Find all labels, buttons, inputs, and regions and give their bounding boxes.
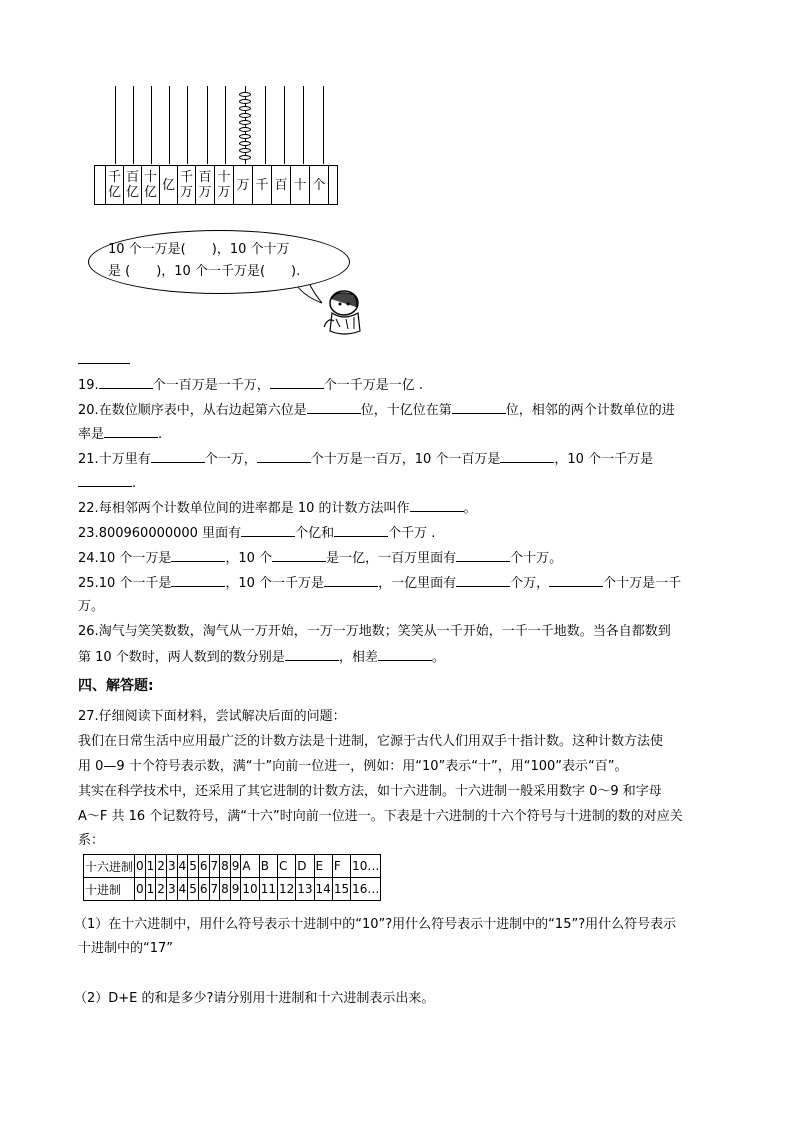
abacus-rod <box>225 86 226 164</box>
abacus-rod <box>207 86 208 164</box>
table-cell: 14 <box>314 878 332 901</box>
abacus-bead <box>239 113 251 118</box>
answer-blank[interactable] <box>452 401 506 414</box>
abacus-bead <box>239 92 251 97</box>
table-cell: 10… <box>351 855 381 878</box>
place-cell: 百万 <box>196 166 215 205</box>
question-23: 23.800960000000 里面有 个亿和 个千万 . <box>78 526 436 541</box>
place-cell: 十万 <box>215 166 234 205</box>
answer-blank[interactable] <box>410 499 464 512</box>
table-cell: 6 <box>198 855 209 878</box>
answer-blank[interactable] <box>324 574 378 587</box>
table-cell: 15 <box>332 878 350 901</box>
place-cell-empty <box>95 166 106 205</box>
table-cell: 2 <box>156 878 167 901</box>
question-21: 21.十万里有 个一万， 个十万是一百万，10 个一百万是 ，10 个一千万是 <box>78 452 654 467</box>
table-cell: 13 <box>296 878 314 901</box>
place-cell: 万 <box>234 166 253 205</box>
paragraph-line: 用 0—9 十个符号表示数，满“十”向前一位进一，例如：用“10”表示“十”，用“100”表示“百”。 <box>78 759 628 774</box>
table-cell: D <box>296 855 314 878</box>
question-25-cont: 万。 <box>78 599 105 614</box>
thinking-girl-illustration <box>318 287 368 337</box>
table-cell: 0 <box>135 878 146 901</box>
answer-blank[interactable] <box>99 376 153 389</box>
sub-question-2: （2）D+E 的和是多少?请分别用十进制和十六进制表示出来。 <box>74 991 435 1006</box>
answer-blank[interactable] <box>78 474 132 487</box>
abacus-bead <box>239 155 251 160</box>
question-20-cont: 率是 . <box>78 427 163 442</box>
answer-blank[interactable] <box>104 425 158 438</box>
abacus-rod <box>303 86 304 164</box>
place-value-table <box>94 165 338 205</box>
table-cell: C <box>277 855 295 878</box>
table-cell: 11 <box>259 878 277 901</box>
table-cell: E <box>314 855 332 878</box>
abacus-rod <box>265 86 266 164</box>
answer-blank[interactable] <box>456 549 510 562</box>
table-cell: F <box>332 855 350 878</box>
table-cell: 9 <box>230 878 241 901</box>
section-heading: 四、解答题: <box>78 678 154 694</box>
paragraph-line: A～F 共 16 个记数符号，满“十六”时向前一位进一。下表是十六进制的十六个符号与十进制的数的对应关 <box>78 809 683 824</box>
table-cell: 十进制 <box>84 878 135 901</box>
question-27-title: 27.仔细阅读下面材料，尝试解决后面的问题： <box>78 709 346 724</box>
table-cell: 16… <box>351 878 381 901</box>
table-cell: 4 <box>177 855 188 878</box>
place-cell: 亿 <box>160 166 178 205</box>
bubble-text-line2: 是 ( )，10 个一千万是( ). <box>108 264 301 279</box>
table-cell: B <box>259 855 277 878</box>
answer-blank[interactable] <box>171 574 225 587</box>
abacus-rod <box>284 86 285 164</box>
table-cell: 7 <box>209 855 220 878</box>
table-cell: 4 <box>177 878 188 901</box>
paragraph-line: 系： <box>78 833 105 848</box>
abacus-bead <box>239 148 251 153</box>
table-cell: 9 <box>230 855 241 878</box>
table-cell: 十六进制 <box>84 855 135 878</box>
abacus-rod <box>169 86 170 164</box>
answer-blank[interactable] <box>257 450 311 463</box>
abacus-rod <box>187 86 188 164</box>
question-25: 25.10 个一千是 ，10 个一千万是 ，一亿里面有 个万， 个十万是一千 <box>78 576 682 591</box>
place-cell: 千亿 <box>106 166 124 205</box>
separator-line <box>78 363 130 364</box>
table-cell: 2 <box>156 855 167 878</box>
question-26: 26.淘气与笑笑数数，淘气从一万开始，一万一万地数；笑笑从一千开始，一千一千地数。当各自都数到 <box>78 624 671 639</box>
table-cell: 12 <box>277 878 295 901</box>
place-cell: 十亿 <box>142 166 160 205</box>
table-cell: 7 <box>209 878 220 901</box>
place-cell-empty <box>329 166 338 205</box>
question-20: 20.在数位顺序表中，从右边起第六位是 位，十亿位在第 位，相邻的两个计数单位的进 <box>78 403 675 418</box>
table-cell: 3 <box>166 878 177 901</box>
table-cell: 6 <box>198 878 209 901</box>
abacus-bead <box>239 141 251 146</box>
abacus-rod <box>151 86 152 164</box>
question-22: 22.每相邻两个计数单位间的进率都是 10 的计数方法叫作 。 <box>78 501 477 516</box>
table-cell: 0 <box>135 855 146 878</box>
answer-blank[interactable] <box>285 648 339 661</box>
table-cell: 5 <box>188 855 199 878</box>
answer-blank[interactable] <box>171 549 225 562</box>
answer-blank[interactable] <box>549 574 603 587</box>
answer-blank[interactable] <box>272 549 326 562</box>
sub-question-1-cont: 十进制中的“17” <box>78 941 174 956</box>
table-cell: 8 <box>220 878 231 901</box>
answer-blank[interactable] <box>270 376 324 389</box>
table-cell: 5 <box>188 878 199 901</box>
table-cell: 8 <box>220 855 231 878</box>
place-cell: 百亿 <box>124 166 142 205</box>
question-21-cont: . <box>78 474 136 493</box>
paragraph-line: 我们在日常生活中应用最广泛的计数方法是十进制，它源于古代人们用双手十指计数。这种计数方法使 <box>78 734 664 749</box>
question-26-cont: 第 10 个数时，两人数到的数分别是 ，相差 。 <box>78 650 445 665</box>
answer-blank[interactable] <box>378 648 432 661</box>
answer-blank[interactable] <box>456 574 510 587</box>
table-cell: 1 <box>145 878 156 901</box>
table-cell: 1 <box>145 855 156 878</box>
place-cell: 千 <box>253 166 272 205</box>
place-cell: 百 <box>272 166 291 205</box>
answer-blank[interactable] <box>307 401 361 414</box>
sub-question-1: （1）在十六进制中，用什么符号表示十进制中的“10”?用什么符号表示十进制中的“15”?用什么符号表示 <box>74 917 677 932</box>
place-cell: 个 <box>310 166 329 205</box>
place-cell: 千万 <box>178 166 196 205</box>
table-cell: 10 <box>241 878 259 901</box>
abacus-rod <box>133 86 134 164</box>
table-cell: 3 <box>166 855 177 878</box>
bubble-text-line1: 10 个一万是( )，10 个十万 <box>108 242 290 257</box>
hex-decimal-table <box>83 854 381 901</box>
hex-row <box>84 855 381 878</box>
paragraph-line: 其实在科学技术中，还采用了其它进制的计数方法，如十六进制。十六进制一般采用数字 0～9 和字母 <box>78 784 662 799</box>
answer-blank[interactable] <box>500 450 554 463</box>
abacus-bead <box>239 134 251 139</box>
answer-blank[interactable] <box>241 524 295 537</box>
answer-blank[interactable] <box>334 524 388 537</box>
question-24: 24.10 个一万是 ，10 个 是一亿，一百万里面有 个十万。 <box>78 551 563 566</box>
table-cell: A <box>241 855 259 878</box>
abacus-bead <box>239 120 251 125</box>
abacus-rod <box>115 86 116 164</box>
place-cell: 十 <box>291 166 310 205</box>
abacus-rod <box>323 86 324 164</box>
answer-blank[interactable] <box>151 450 205 463</box>
question-19: 19. 个一百万是一千万， 个一千万是一亿 . <box>78 378 423 393</box>
abacus-bead <box>239 106 251 111</box>
decimal-row <box>84 878 381 901</box>
abacus-bead <box>239 99 251 104</box>
abacus-bead <box>239 127 251 132</box>
